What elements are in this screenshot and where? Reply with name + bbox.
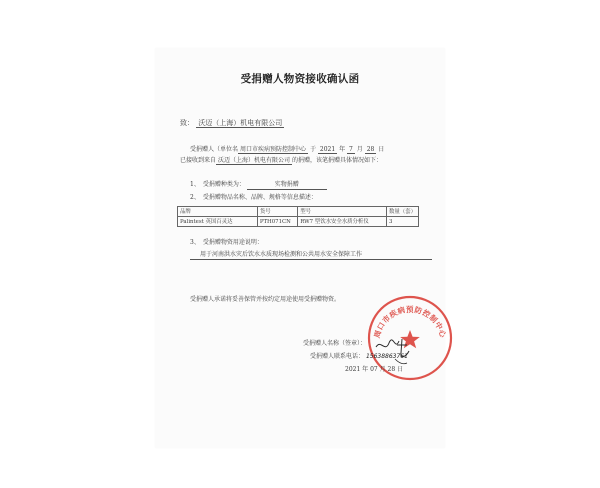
receipt-day: 28 bbox=[366, 146, 375, 153]
signature-name-line bbox=[303, 340, 366, 348]
signature-date: 2021 年 07 月 28 日 bbox=[345, 366, 404, 373]
donation-type-value: 实物捐赠 bbox=[247, 181, 327, 190]
addressee-name: 沃迈（上海）机电有限公司 bbox=[198, 119, 283, 127]
addressee-prefix: 致： bbox=[180, 119, 194, 127]
para2-suffix: 的捐赠，该笔捐赠具体情况如下： bbox=[292, 157, 383, 164]
usage-label: 3、 受捐赠物资用途说明： bbox=[190, 239, 263, 246]
signature-name-label: 受捐赠人名称（签章）： bbox=[303, 340, 367, 347]
letter-paper bbox=[155, 48, 448, 448]
para1-mid: 于 bbox=[309, 146, 316, 153]
header-item-no: 货号 bbox=[257, 207, 297, 217]
header-quantity: 数量（套） bbox=[387, 207, 419, 217]
signature-phone-value: 15638863761 bbox=[365, 353, 408, 360]
cell-brand: Palintest 英国百灵达 bbox=[178, 217, 258, 227]
signature-phone-label: 受捐赠人联系电话： bbox=[310, 353, 365, 360]
donation-type-label: 1、 受捐赠种类为： bbox=[190, 181, 245, 188]
signature-phone-line bbox=[310, 353, 408, 361]
para2-prefix: 已接收到来自 bbox=[180, 157, 217, 164]
item-description-label: 2、 受捐赠物品名称、品牌、规格等信息描述： bbox=[190, 194, 317, 201]
receipt-paragraph-line2 bbox=[180, 157, 382, 165]
donated-items-table bbox=[177, 206, 419, 227]
addressee-line bbox=[180, 119, 284, 127]
receipt-paragraph-line1 bbox=[190, 146, 384, 154]
document-title: 受捐赠人物资接收确认函 bbox=[240, 73, 360, 85]
para1-prefix: 受捐赠人（单位名 bbox=[190, 146, 239, 153]
year-unit: 年 bbox=[339, 146, 346, 153]
header-brand: 品牌 bbox=[178, 207, 258, 217]
receipt-month: 7 bbox=[349, 146, 353, 153]
recipient-promise: 受捐赠人承诺将妥善保管并按约定用途使用受捐赠物资。 bbox=[190, 296, 341, 303]
table-header-row bbox=[178, 207, 419, 217]
month-unit: 月 bbox=[356, 146, 363, 153]
donor-name: 沃迈（上海）机电有限公司 bbox=[218, 157, 291, 164]
usage-description: 用于河南洪水灾后饮水水质现场检测和公共用水安全保障工作 bbox=[190, 251, 432, 260]
donation-type-line bbox=[190, 181, 327, 190]
header-model: 型号 bbox=[298, 207, 387, 217]
cell-item-no: PTH071CN bbox=[257, 217, 297, 227]
stamp-text: 周口市疾病预防控制中心 bbox=[372, 305, 448, 339]
cell-quantity: 3 bbox=[387, 217, 419, 227]
table-row bbox=[178, 217, 419, 227]
day-unit: 日 bbox=[378, 146, 385, 153]
cell-model: RW7 型饮水安全水质分析仪 bbox=[298, 217, 387, 227]
recipient-org: 周口市疾病预防控制中心 bbox=[240, 146, 307, 153]
receipt-year: 2021 bbox=[319, 146, 336, 153]
